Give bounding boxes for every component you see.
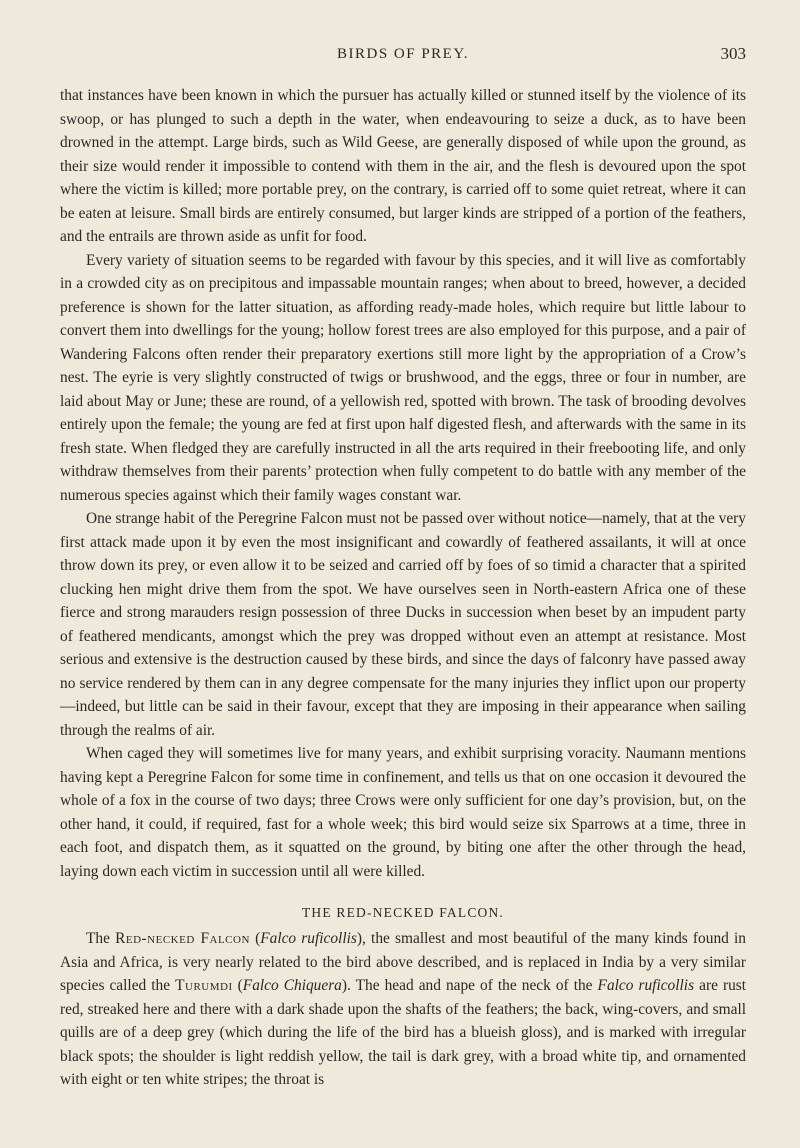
paragraph-5-text-c: are rust red, streaked here and there with a dark shade upon the shafts of the feathers; the back, wing-covers, and small quills are of a deep grey (which during the life of the bird has a blueish gloss), and is marked with irregular black spots; the shoulder is light reddish yellow, the tail is dark grey, with a broad white tip, and ornamented with eight or ten white stripes; the throat is — [60, 977, 747, 1088]
paragraph-2: Every variety of situation seems to be regarded with favour by this species, and it will live as comfortably in a crowded city as on precipitous and impassable mountain ranges; when about to breed, however, a decided preference is shown for the latter situation, as affording ready-made holes, which require but little labour to convert them into dwellings for the young; hollow forest trees are also employed for this purpose, and a pair of Wandering Falcons often render their preparatory exertions still more light by the appropriation of a Crow’s nest. The eyrie is very slightly constructed of twigs or brushwood, and the eggs, three or four in number, are laid about May or June; these are round, of a yellowish red, spotted with brown. The task of brooding devolves entirely upon the female; the young are fed at first upon half digested flesh, and afterwards with the same in its fresh state. When fledged they are carefully instructed in all the arts required in their freebooting life, and only withdraw themselves from their parents’ protection when fully competent to do battle with any member of the numerous species against which their family wages constant war. — [60, 251, 746, 504]
running-title: BIRDS OF PREY. — [336, 46, 469, 62]
latin-name: Falco ruficollis — [260, 930, 357, 947]
page-number: 303 — [720, 44, 746, 63]
paragraph-1: that instances have been known in which the pursuer has actually killed or stunned itself by the violence of its swoop, or has plunged to such a depth in the water, when endeavouring to seize a duck, as to have been drowned in the attempt. Large birds, such as Wild Geese, are generally disposed of while upon the ground, as their size would render it impossible to contend with them in the air, and the flesh is devoured upon the spot where the victim is killed; more portable prey, on the contrary, is carried off to some quiet retreat, where it can be eaten at leisure. Small birds are entirely consumed, but larger kinds are stripped of a portion of the feathers, and the entrails are thrown aside as unfit for food. — [60, 87, 746, 245]
paragraph-4: When caged they will sometimes live for many years, and exhibit surprising voracity. Naumann mentions having kept a Peregrine Falcon for some time in confinement, and tells us that on one occasion it devoured the whole of a fox in the course of two days; three Crows were only sufficient for one day’s provision, but, on the other hand, it could, if required, fast for a whole week; this bird would seize six Sparrows at a time, three in each foot, and dispatch them, as it squatted on the ground, by biting one after the other through the head, laying down each victim in succession until all were killed. — [60, 745, 746, 880]
paragraph-3: One strange habit of the Peregrine Falcon must not be passed over without notice—namely, that at the very first attack made upon it by even the most insignificant and cowardly of feathered assailants, it will at once throw down its prey, or even allow it to be seized and carried off by foes of so timid a character that a spirited clucking hen might drive them from the spot. We have ourselves seen in North-eastern Africa one of these fierce and strong marauders resign possession of three Ducks in succession when beset by an impudent party of feathered mendicants, amongst which the prey was dropped without even an attempt at resistance. Most serious and extensive is the destruction caused by these birds, and since the days of falconry have passed away no service rendered by them can in any degree compensate for the many injuries they inflict upon our property—indeed, but little can be said in their favour, except that they are imposing in their appearance when sailing through the realms of air. — [60, 510, 746, 739]
paragraph-5-text-a: , the smallest and most beautiful of the many kinds found in Asia and Africa, is very nearly related to the bird above described, and is replaced in India by a very similar species called the — [60, 930, 746, 994]
paragraph-5-text-b: . The head and nape of the neck of the — [347, 977, 598, 994]
species-name: Red-necked Falcon — [115, 930, 250, 947]
turumdi-name: Turumdi — [175, 977, 233, 994]
running-head — [60, 40, 746, 70]
body-text — [60, 84, 746, 1092]
latin-name-3: Falco ruficollis — [597, 977, 695, 994]
latin-name-2: Falco Chiquera — [242, 977, 342, 994]
paragraph-5: The Red-necked Falcon (Falco ruficollis), the smallest and most beautiful of the many kinds found in Asia and Africa, is very nearly related to the bird above described, and is replaced in India by a very similar species called the Turumdi (Falco Chiquera). The head and nape of the neck of the Falco ruficollis are rust red, streaked here and there with a dark shade upon the shafts of the feathers; the back, wing-covers, and small quills are of a deep grey (which during the life of the bird has a blueish gloss), and is marked with irregular black spots; the shoulder is light reddish yellow, the tail is dark grey, with a broad white tip, and ornamented with eight or ten white stripes; the throat is — [60, 930, 747, 1088]
section-heading: THE RED-NECKED FALCON. — [301, 905, 504, 920]
book-page — [60, 40, 746, 1092]
